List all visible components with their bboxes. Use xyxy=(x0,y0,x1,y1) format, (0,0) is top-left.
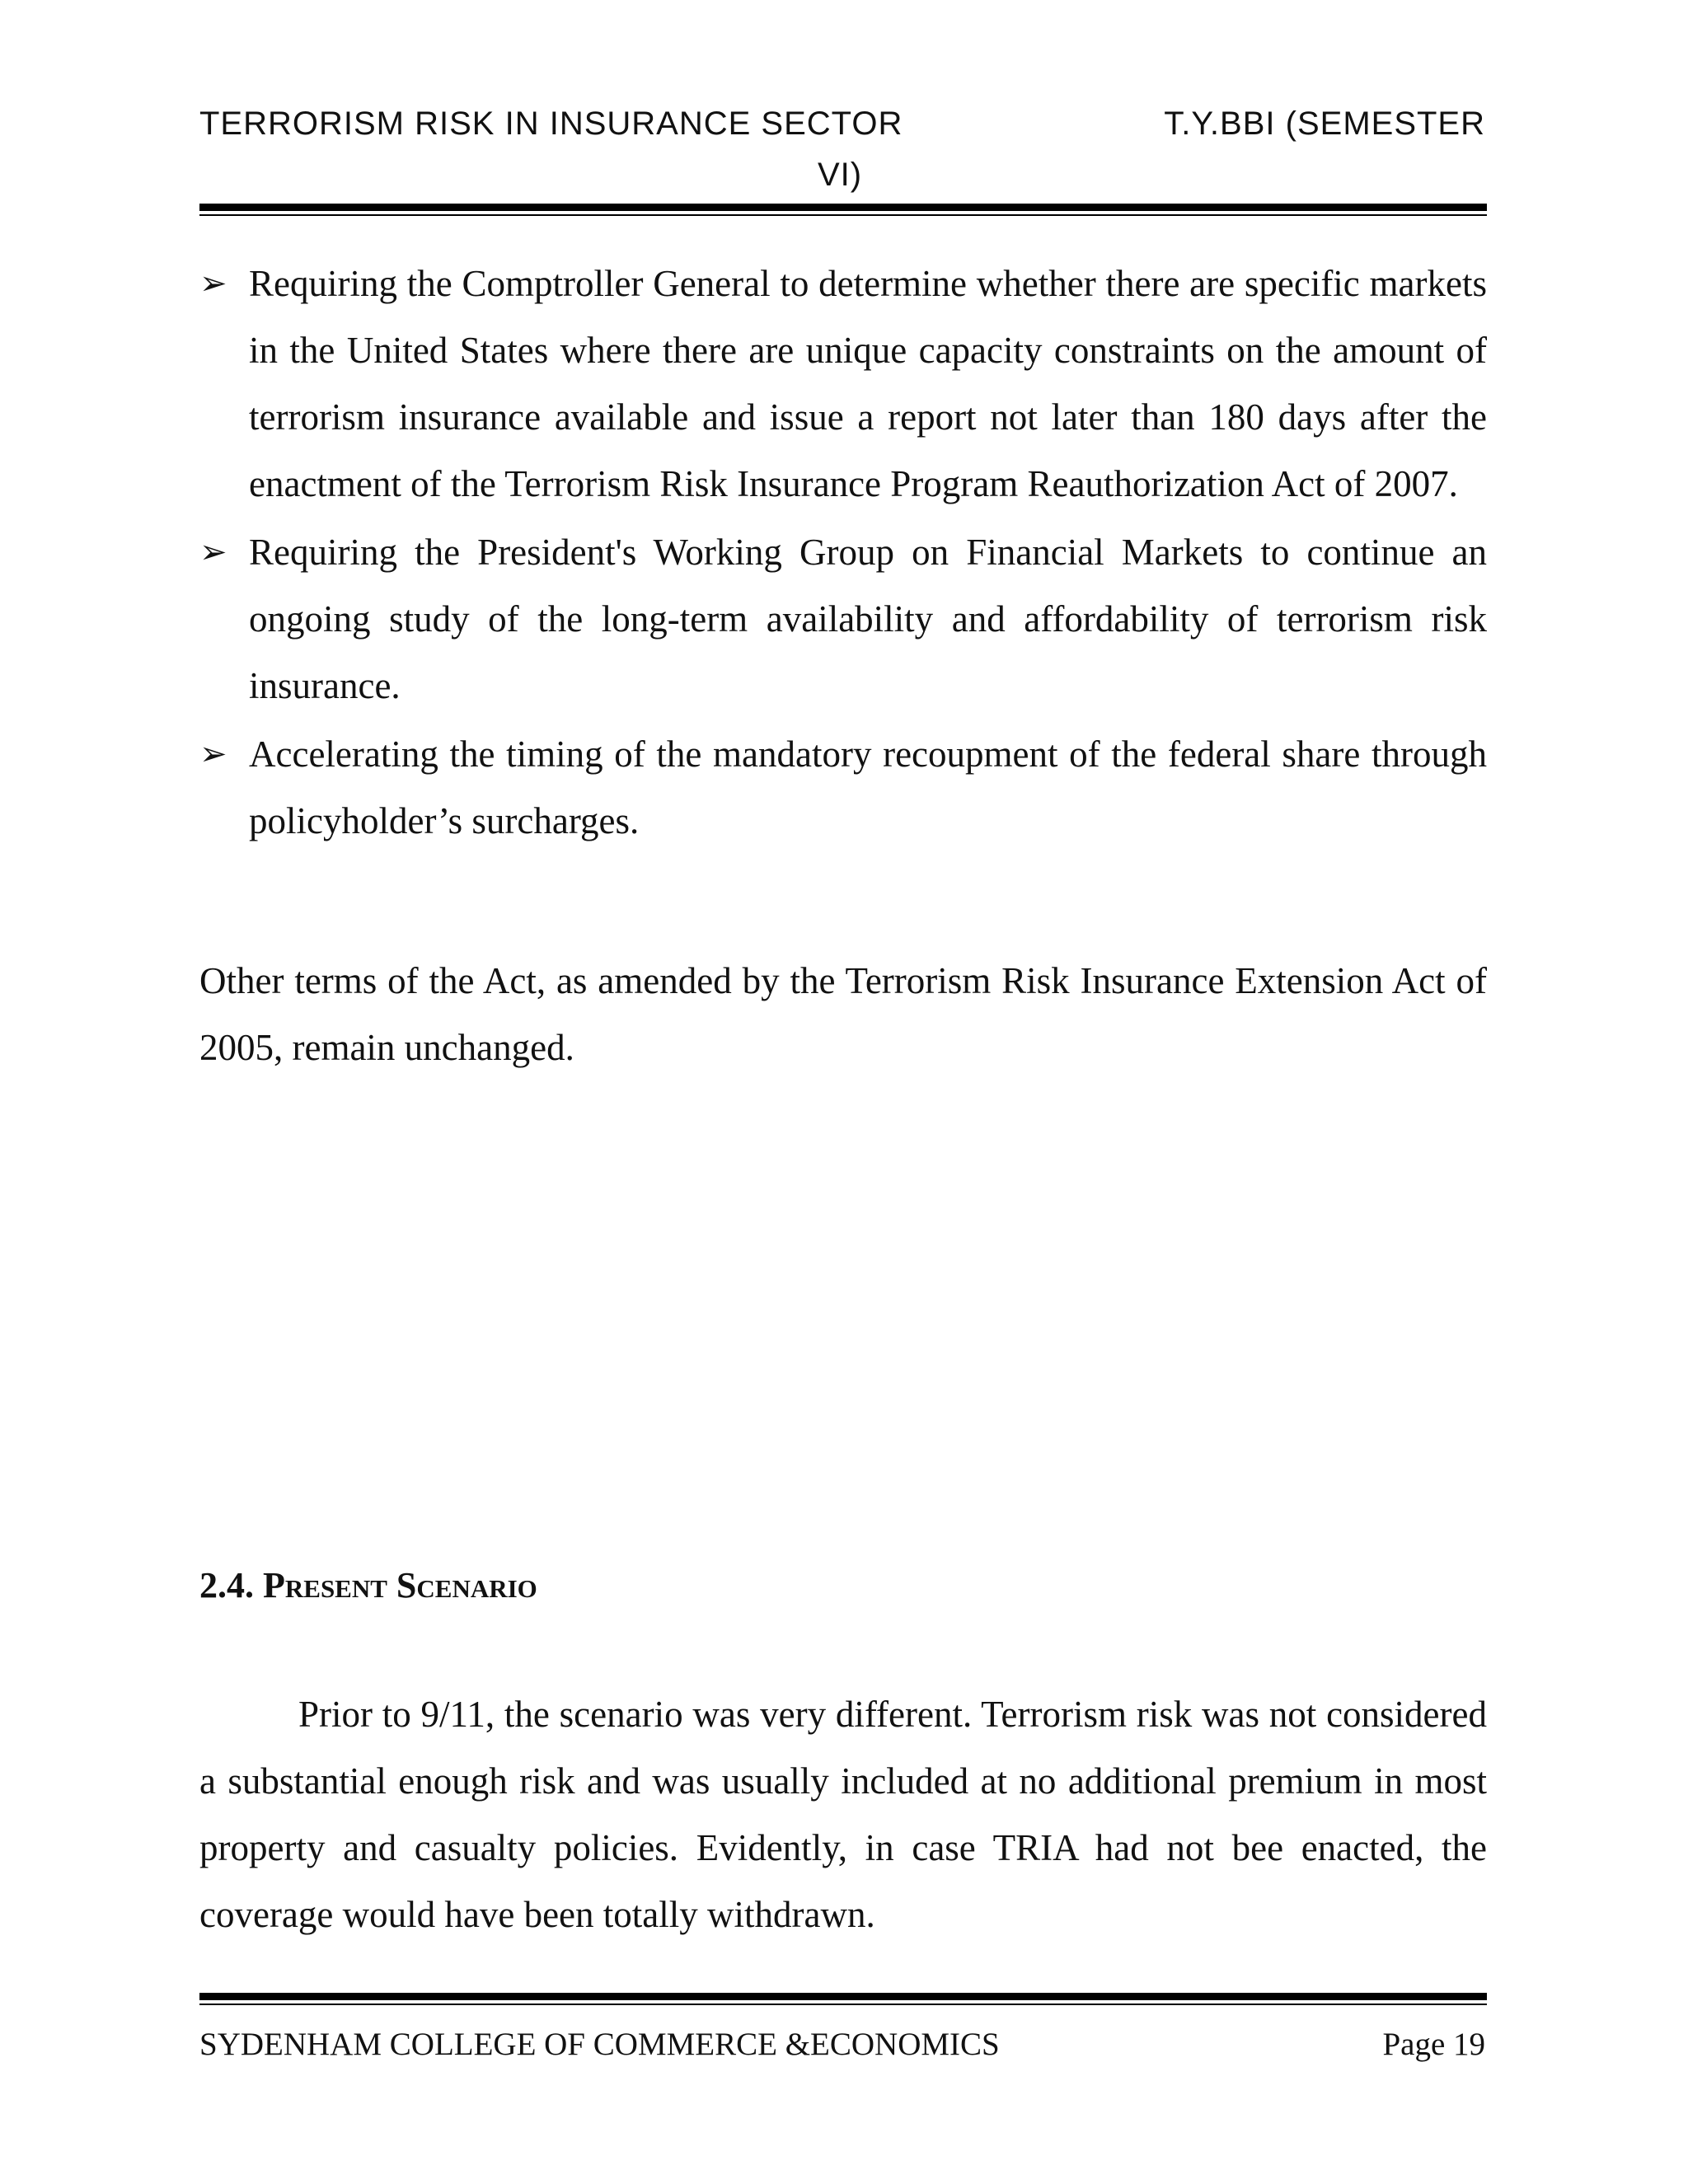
list-item xyxy=(199,519,1487,719)
footer-rule-thick xyxy=(199,1993,1487,2000)
header-rule-thick xyxy=(199,204,1487,211)
list-item xyxy=(199,721,1487,855)
header-course: T.Y.BBI (SEMESTER xyxy=(1164,105,1485,142)
arrow-bullet-icon: ➢ xyxy=(199,265,227,302)
header-rule-thin xyxy=(199,214,1487,216)
section-number: 2.4. xyxy=(199,1565,254,1605)
page-number: Page 19 xyxy=(1382,2027,1485,2062)
bullet-text: Requiring the President's Working Group on Financial Markets to continue an ongoing study of the long-term availability and affordability of terrorism risk insurance. xyxy=(249,532,1487,706)
header-title: TERRORISM RISK IN INSURANCE SECTOR xyxy=(199,105,903,142)
arrow-bullet-icon: ➢ xyxy=(199,735,227,773)
bullet-text: Accelerating the timing of the mandatory recoupment of the federal share through policyholder’s surcharges. xyxy=(249,733,1487,841)
arrow-bullet-icon: ➢ xyxy=(199,533,227,571)
header-course-continued: VI) xyxy=(818,157,863,193)
other-terms-paragraph: Other terms of the Act, as amended by the Terrorism Risk Insurance Extension Act of 2005, remain unchanged. xyxy=(199,960,1487,1068)
list-item xyxy=(199,251,1487,518)
bullet-text: Requiring the Comptroller General to determine whether there are specific markets in the United States where there are unique capacity constraints on the amount of terrorism insurance available and issue a report not later than 180 days after the enactment of the Terrorism Risk Insurance Program Reauthorization Act of 2007. xyxy=(249,263,1487,504)
footer-college: SYDENHAM COLLEGE OF COMMERCE &ECONOMICS xyxy=(199,2027,1000,2062)
bullet-list xyxy=(199,251,1487,856)
footer-rule-thin xyxy=(199,2004,1487,2005)
present-scenario-paragraph: Prior to 9/11, the scenario was very different. Terrorism risk was not considered a substantial enough risk and was usually included at no additional premium in most property and casualty policies. Evidently, in case TRIA had not bee enacted, the coverage would have been totally withdrawn. xyxy=(199,1694,1487,1935)
section-title: Present Scenario xyxy=(263,1565,537,1605)
section-heading xyxy=(199,1564,537,1606)
